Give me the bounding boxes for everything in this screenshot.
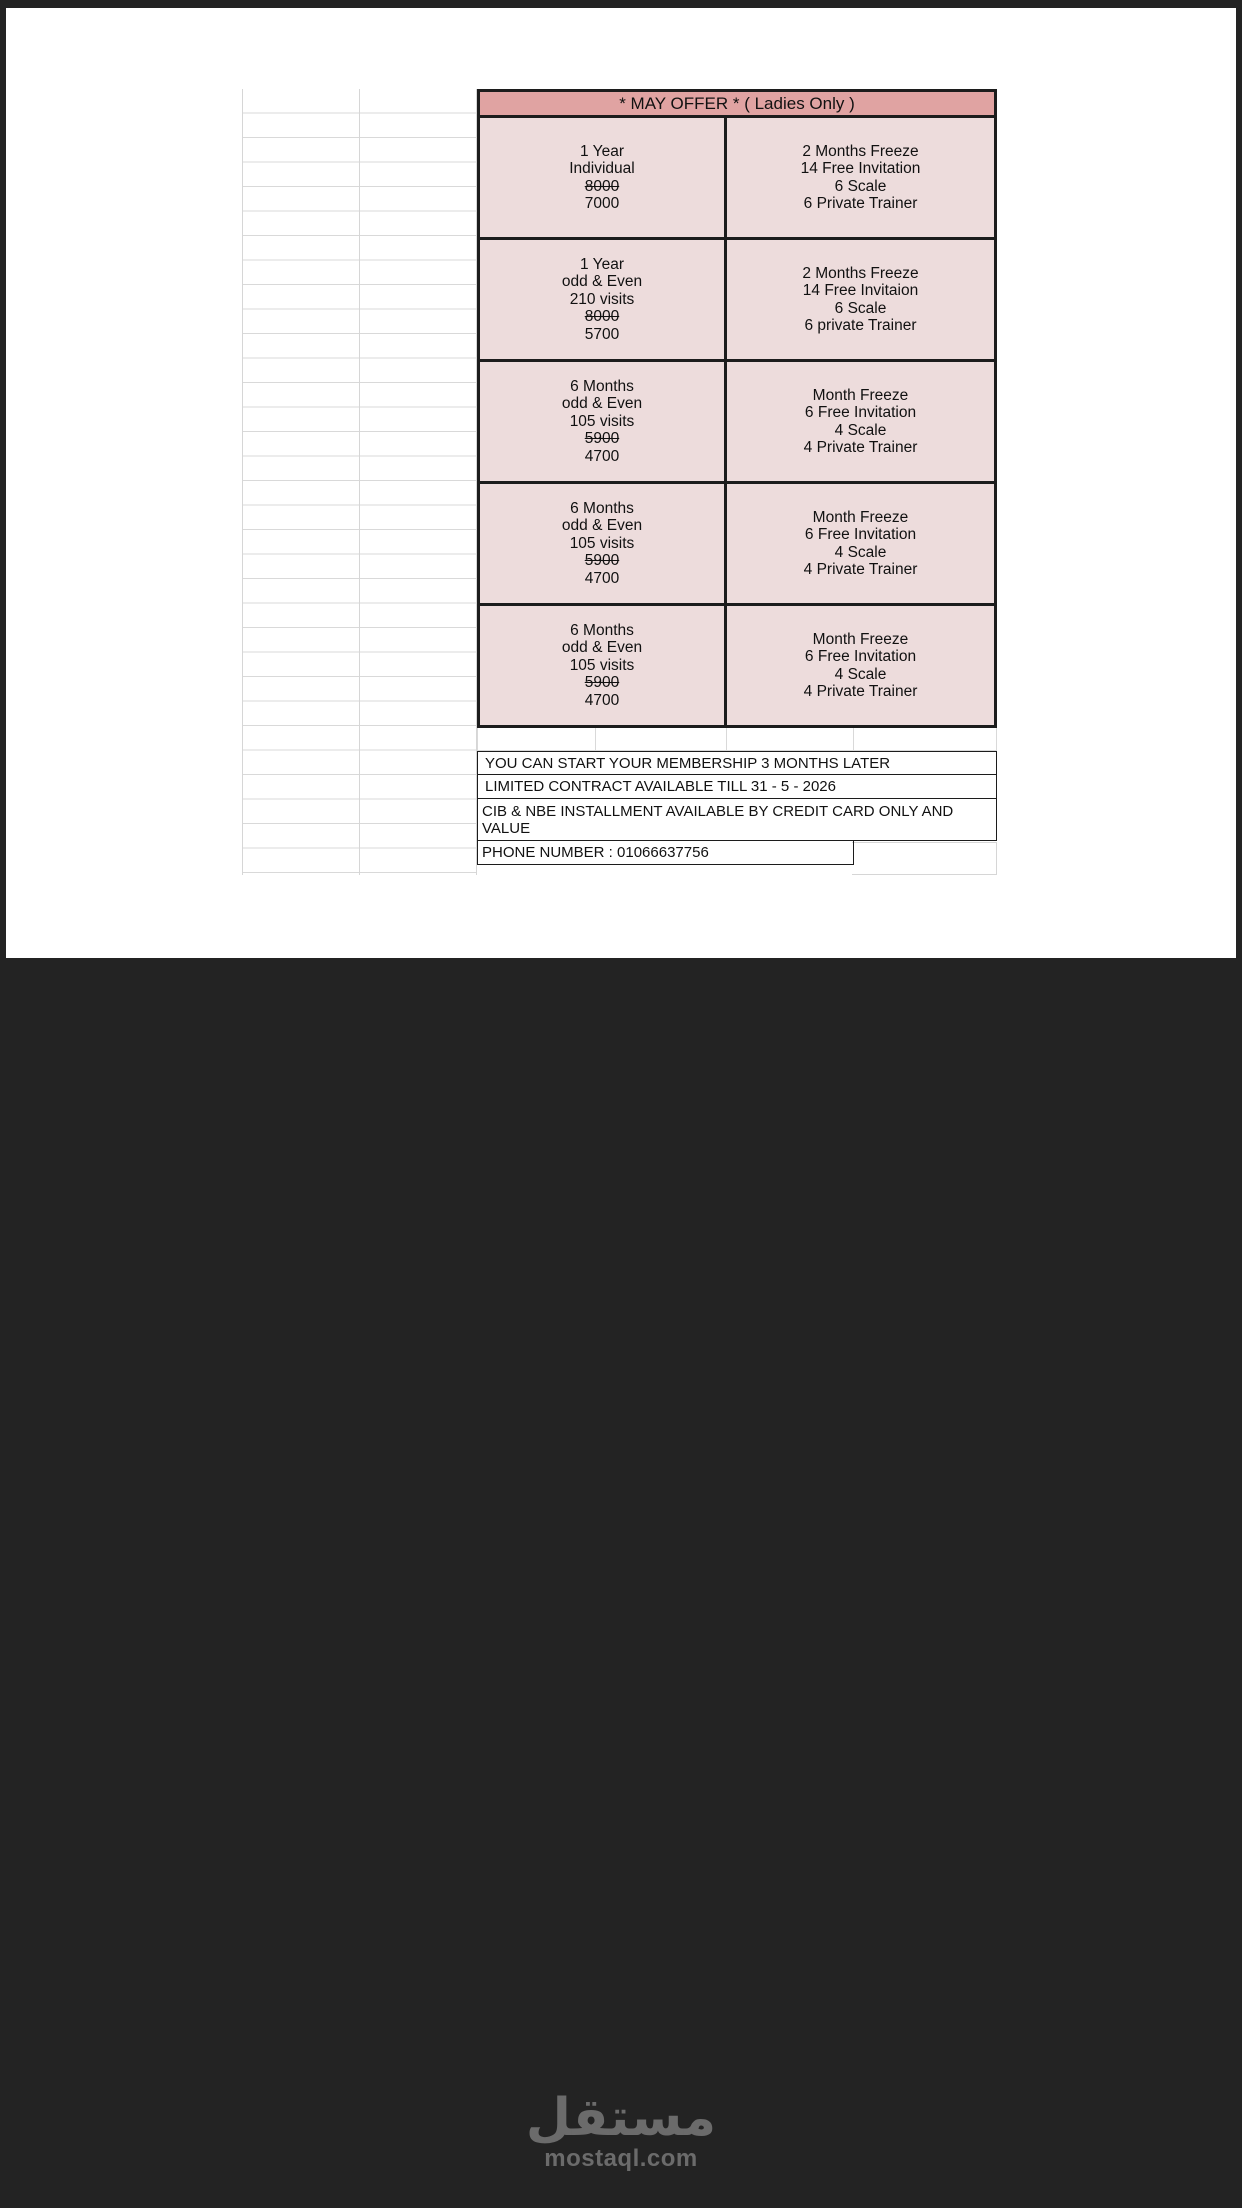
plan-detail: 6 Months [570, 621, 634, 639]
watermark-arabic: مستقل [525, 2088, 717, 2148]
benefit-line: 4 Scale [834, 421, 887, 439]
plan-row [480, 118, 994, 240]
benefit-line: 6 Scale [834, 177, 887, 195]
plan-benefits-cell [727, 240, 994, 359]
benefit-line: 2 Months Freeze [802, 264, 919, 282]
note-installment: CIB & NBE INSTALLMENT AVAILABLE BY CREDIT CARD ONLY AND VALUE [477, 799, 997, 841]
plan-detail: Individual [569, 160, 635, 177]
old-price: 5900 [584, 552, 620, 570]
old-price: 5900 [584, 430, 620, 448]
benefit-line: 4 Scale [834, 665, 887, 683]
benefit-line: 6 Free Invitation [804, 648, 917, 665]
plan-detail: 7000 [584, 195, 620, 212]
old-price: 5900 [584, 674, 620, 692]
old-price: 8000 [584, 308, 620, 326]
benefit-line: 14 Free Invitation [800, 160, 921, 177]
plan-benefits-cell [727, 118, 994, 237]
benefit-line: 6 private Trainer [804, 317, 917, 334]
plan-detail: 1 Year [580, 255, 624, 273]
benefit-line: 14 Free Invitaion [802, 282, 919, 299]
offer-table [477, 89, 997, 728]
plan-row [480, 484, 994, 606]
plan-detail: 105 visits [569, 656, 635, 674]
plan-row [480, 240, 994, 362]
old-price: 8000 [584, 177, 620, 195]
notes-section [477, 751, 997, 865]
plan-row [480, 606, 994, 725]
note-start-later: YOU CAN START YOUR MEMBERSHIP 3 MONTHS LATER [477, 751, 997, 775]
mostaql-watermark [0, 2090, 1242, 2172]
benefit-line: 2 Months Freeze [802, 142, 919, 160]
benefit-line: 4 Private Trainer [803, 561, 918, 578]
offer-title: * MAY OFFER * ( Ladies Only ) [480, 92, 994, 118]
benefit-line: Month Freeze [812, 386, 909, 404]
plan-price-cell [480, 606, 727, 725]
plan-detail: 105 visits [569, 412, 635, 430]
plan-detail: odd & Even [561, 395, 643, 413]
plan-detail: 5700 [584, 325, 620, 343]
plan-detail: 6 Months [570, 377, 634, 395]
plan-detail: odd & Even [561, 639, 643, 657]
plan-price-cell [480, 118, 727, 237]
benefit-line: 4 Private Trainer [803, 439, 918, 456]
plan-price-cell [480, 484, 727, 603]
plan-benefits-cell [727, 484, 994, 603]
benefit-line: 6 Free Invitation [804, 526, 917, 543]
plan-benefits-cell [727, 362, 994, 481]
benefit-line: 6 Private Trainer [803, 195, 918, 212]
plan-price-cell [480, 362, 727, 481]
plan-detail: 4700 [584, 691, 620, 709]
benefit-line: Month Freeze [812, 508, 909, 526]
benefit-line: 4 Private Trainer [803, 683, 918, 700]
plan-detail: 210 visits [569, 290, 635, 308]
benefit-line: Month Freeze [812, 630, 909, 648]
plan-detail: odd & Even [561, 517, 643, 535]
empty-row-gap [477, 727, 997, 751]
watermark-latin: mostaql.com [544, 2145, 698, 2172]
benefit-line: 6 Free Invitation [804, 404, 917, 421]
benefit-line: 4 Scale [834, 543, 887, 561]
plan-detail: odd & Even [561, 273, 643, 291]
benefit-line: 6 Scale [834, 299, 887, 317]
empty-column-a [242, 89, 360, 875]
spreadsheet-page [6, 8, 1236, 958]
plan-detail: 4700 [584, 569, 620, 587]
plan-detail: 6 Months [570, 499, 634, 517]
empty-column-b [359, 89, 477, 875]
note-phone-number: PHONE NUMBER : 01066637756 [477, 841, 854, 865]
plan-rows [480, 118, 994, 725]
plan-detail: 1 Year [580, 142, 624, 160]
plan-row [480, 362, 994, 484]
plan-detail: 4700 [584, 447, 620, 465]
plan-benefits-cell [727, 606, 994, 725]
note-limited-contract: LIMITED CONTRACT AVAILABLE TILL 31 - 5 - 2026 [477, 775, 997, 799]
plan-price-cell [480, 240, 727, 359]
plan-detail: 105 visits [569, 534, 635, 552]
